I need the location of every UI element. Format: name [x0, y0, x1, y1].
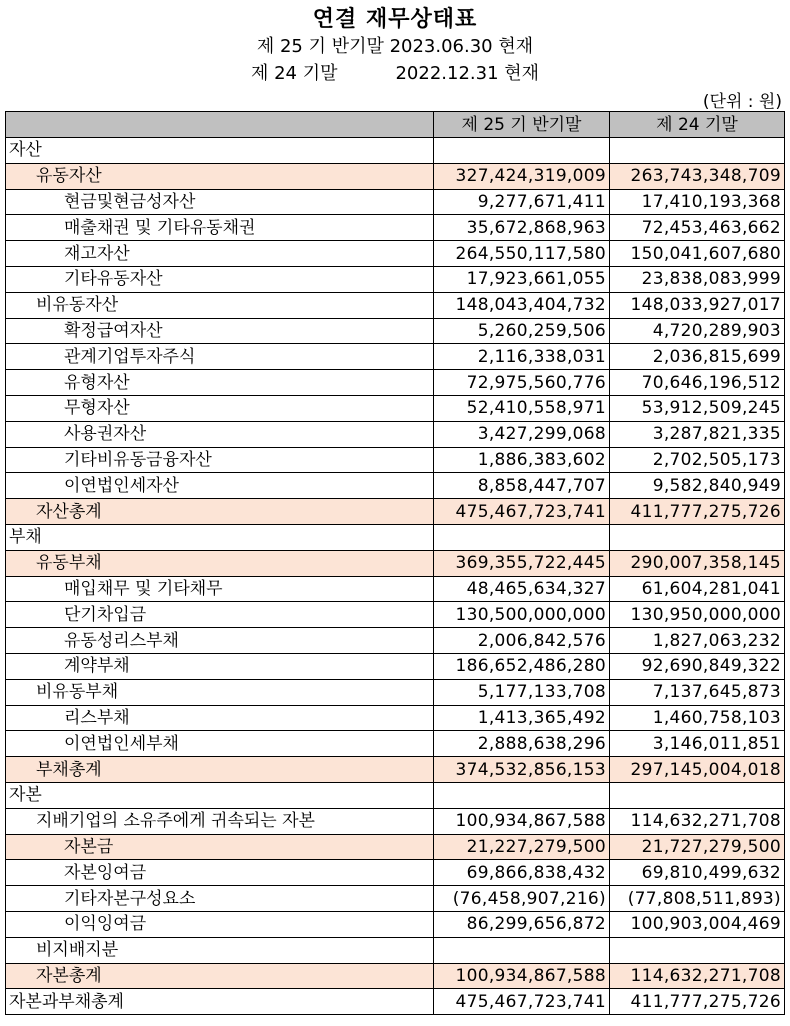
current-period-value: 9,277,671,411: [434, 189, 610, 215]
prior-period-value: 23,838,083,999: [610, 266, 785, 292]
table-row: [6, 447, 785, 473]
table-row: [6, 344, 785, 370]
prior-period-value: 1,460,758,103: [610, 705, 785, 731]
prior-period-value: 150,041,607,680: [610, 241, 785, 267]
prior-period-value: 130,950,000,000: [610, 602, 785, 628]
period-prior: [0, 59, 790, 85]
table-row: [6, 731, 785, 757]
period-current: 제 25 기 반기말 2023.06.30 현재: [256, 36, 534, 57]
prior-period-value: 411,777,275,726: [610, 499, 785, 525]
current-period-value: 72,975,560,776: [434, 370, 610, 396]
prior-period-value: 148,033,927,017: [610, 292, 785, 318]
prior-period-value: [610, 524, 785, 550]
current-period-value: 2,006,842,576: [434, 628, 610, 654]
prior-period-value: 53,912,509,245: [610, 395, 785, 421]
period-prior-label: 제 24 기말: [250, 63, 338, 84]
table-row: [6, 963, 785, 989]
prior-period-value: 2,702,505,173: [610, 447, 785, 473]
prior-period-value: 61,604,281,041: [610, 576, 785, 602]
prior-period-value: 21,727,279,500: [610, 834, 785, 860]
table-row: [6, 499, 785, 525]
account-label: 비유동부채: [6, 679, 434, 705]
account-label: 기타비유동금융자산: [6, 447, 434, 473]
account-label: 지배기업의 소유주에게 귀속되는 자본: [6, 808, 434, 834]
table-row: [6, 937, 785, 963]
current-period-value: 8,858,447,707: [434, 473, 610, 499]
prior-period-value: 114,632,271,708: [610, 808, 785, 834]
current-period-value: 148,043,404,732: [434, 292, 610, 318]
account-label: 자본총계: [6, 963, 434, 989]
table-row: [6, 163, 785, 189]
current-period-value: 100,934,867,588: [434, 963, 610, 989]
table-row: [6, 138, 785, 164]
current-period-value: 130,500,000,000: [434, 602, 610, 628]
prior-period-value: 7,137,645,873: [610, 679, 785, 705]
table-row: [6, 653, 785, 679]
current-period-value: 86,299,656,872: [434, 911, 610, 937]
account-label: 매출채권 및 기타유동채권: [6, 215, 434, 241]
prior-period-value: 297,145,004,018: [610, 757, 785, 783]
balance-sheet-table: [5, 111, 785, 1015]
current-period-value: [434, 937, 610, 963]
prior-period-value: 100,903,004,469: [610, 911, 785, 937]
current-period-value: 374,532,856,153: [434, 757, 610, 783]
prior-period-value: 114,632,271,708: [610, 963, 785, 989]
account-label: 자산: [6, 138, 434, 164]
table-row: [6, 576, 785, 602]
current-period-value: 1,413,365,492: [434, 705, 610, 731]
account-label: 비지배지분: [6, 937, 434, 963]
prior-period-value: 290,007,358,145: [610, 550, 785, 576]
prior-period-value: 411,777,275,726: [610, 989, 785, 1015]
account-label: 자본: [6, 782, 434, 808]
prior-period-value: 3,146,011,851: [610, 731, 785, 757]
current-period-value: 475,467,723,741: [434, 989, 610, 1015]
account-label: 재고자산: [6, 241, 434, 267]
account-label: 유동부채: [6, 550, 434, 576]
account-label: 이연법인세부채: [6, 731, 434, 757]
prior-period-value: 72,453,463,662: [610, 215, 785, 241]
account-label: 자본금: [6, 834, 434, 860]
period-prior-date: 2022.12.31 현재: [395, 63, 540, 84]
account-label: 현금및현금성자산: [6, 189, 434, 215]
current-period-value: [434, 524, 610, 550]
table-row: [6, 370, 785, 396]
table-row: [6, 911, 785, 937]
account-label: 자산총계: [6, 499, 434, 525]
prior-period-value: 3,287,821,335: [610, 421, 785, 447]
account-label: 관계기업투자주식: [6, 344, 434, 370]
table-row: [6, 757, 785, 783]
account-label: 계약부채: [6, 653, 434, 679]
current-period-value: 1,886,383,602: [434, 447, 610, 473]
account-label: 무형자산: [6, 395, 434, 421]
table-row: [6, 266, 785, 292]
table-row: [6, 241, 785, 267]
account-label: 유형자산: [6, 370, 434, 396]
prior-period-value: [610, 782, 785, 808]
current-period-value: 186,652,486,280: [434, 653, 610, 679]
current-period-value: 3,427,299,068: [434, 421, 610, 447]
account-label: 기타유동자산: [6, 266, 434, 292]
column-header-account: [6, 112, 434, 138]
prior-period-value: 4,720,289,903: [610, 318, 785, 344]
account-label: 사용권자산: [6, 421, 434, 447]
table-row: [6, 473, 785, 499]
account-label: 자본과부채총계: [6, 989, 434, 1015]
table-row: [6, 886, 785, 912]
table-row: [6, 782, 785, 808]
table-row: [6, 215, 785, 241]
prior-period-value: (77,808,511,893): [610, 886, 785, 912]
prior-period-value: 17,410,193,368: [610, 189, 785, 215]
table-row: [6, 395, 785, 421]
table-row: [6, 318, 785, 344]
prior-period-value: 1,827,063,232: [610, 628, 785, 654]
account-label: 리스부채: [6, 705, 434, 731]
prior-period-value: [610, 937, 785, 963]
table-row: [6, 602, 785, 628]
current-period-value: 48,465,634,327: [434, 576, 610, 602]
current-period-value: 5,260,259,506: [434, 318, 610, 344]
prior-period-value: 92,690,849,322: [610, 653, 785, 679]
account-label: 부채총계: [6, 757, 434, 783]
prior-period-value: 70,646,196,512: [610, 370, 785, 396]
prior-period-value: 9,582,840,949: [610, 473, 785, 499]
account-label: 단기차입금: [6, 602, 434, 628]
prior-period-value: 69,810,499,632: [610, 860, 785, 886]
current-period-value: 100,934,867,588: [434, 808, 610, 834]
table-row: [6, 189, 785, 215]
column-header-current: 제 25 기 반기말: [434, 112, 610, 138]
current-period-value: 52,410,558,971: [434, 395, 610, 421]
current-period-value: 327,424,319,009: [434, 163, 610, 189]
account-label: 매입채무 및 기타채무: [6, 576, 434, 602]
account-label: 이익잉여금: [6, 911, 434, 937]
table-row: [6, 834, 785, 860]
table-row: [6, 550, 785, 576]
table-row: [6, 989, 785, 1015]
current-period-value: 17,923,661,055: [434, 266, 610, 292]
account-label: 비유동자산: [6, 292, 434, 318]
account-label: 유동성리스부채: [6, 628, 434, 654]
unit-label: (단위 : 원): [702, 92, 782, 112]
account-label: 자본잉여금: [6, 860, 434, 886]
table-row: [6, 292, 785, 318]
table-row: [6, 808, 785, 834]
table-header-row: [6, 112, 785, 138]
current-period-value: 35,672,868,963: [434, 215, 610, 241]
prior-period-value: 2,036,815,699: [610, 344, 785, 370]
prior-period-value: [610, 138, 785, 164]
column-header-prior: 제 24 기말: [610, 112, 785, 138]
current-period-value: 2,116,338,031: [434, 344, 610, 370]
current-period-value: 475,467,723,741: [434, 499, 610, 525]
current-period-value: 21,227,279,500: [434, 834, 610, 860]
account-label: 기타자본구성요소: [6, 886, 434, 912]
current-period-value: 264,550,117,580: [434, 241, 610, 267]
current-period-value: 369,355,722,445: [434, 550, 610, 576]
statement-title: 연결 재무상태표: [312, 7, 478, 32]
account-label: 유동자산: [6, 163, 434, 189]
account-label: 확정급여자산: [6, 318, 434, 344]
current-period-value: [434, 138, 610, 164]
table-row: [6, 421, 785, 447]
current-period-value: (76,458,907,216): [434, 886, 610, 912]
account-label: 부채: [6, 524, 434, 550]
prior-period-value: 263,743,348,709: [610, 163, 785, 189]
table-row: [6, 679, 785, 705]
current-period-value: 2,888,638,296: [434, 731, 610, 757]
account-label: 이연법인세자산: [6, 473, 434, 499]
current-period-value: 69,866,838,432: [434, 860, 610, 886]
table-row: [6, 628, 785, 654]
table-body: [6, 138, 785, 1015]
table-row: [6, 705, 785, 731]
table-row: [6, 860, 785, 886]
current-period-value: 5,177,133,708: [434, 679, 610, 705]
current-period-value: [434, 782, 610, 808]
table-row: [6, 524, 785, 550]
